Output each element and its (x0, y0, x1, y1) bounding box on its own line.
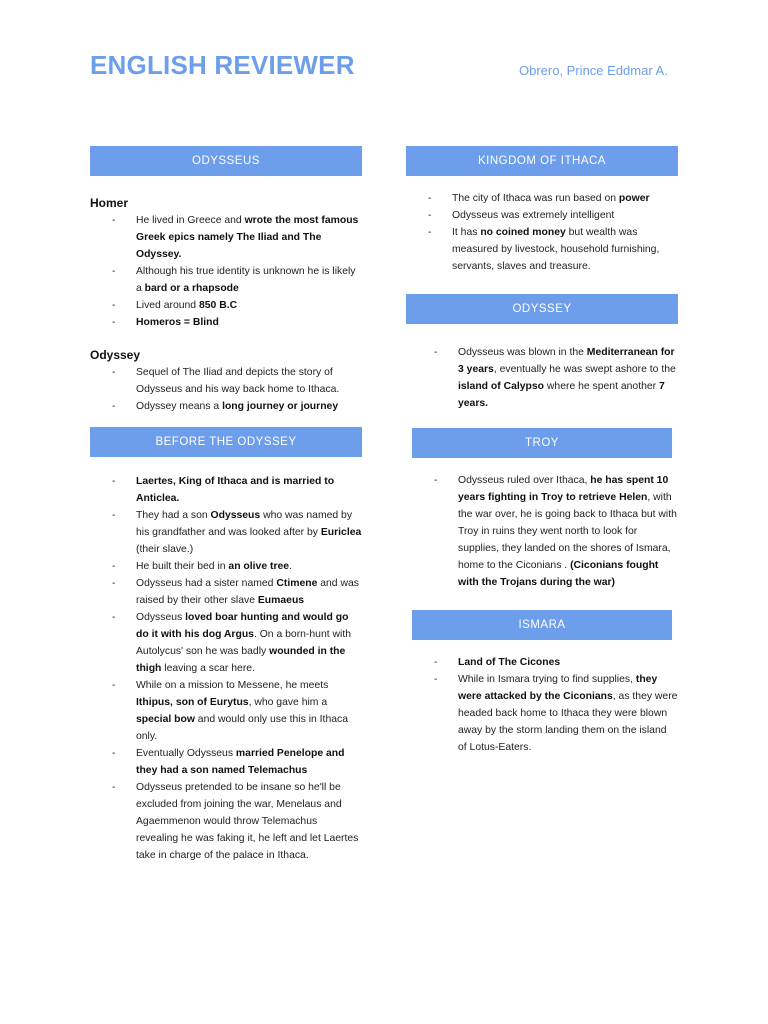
text: but wealth was measured by livestock, household furnishing, servants, slaves and treasure. (452, 227, 660, 272)
text: . On a born-hunt with Autolycus' son he was badly (136, 629, 351, 657)
list-item (90, 575, 362, 609)
list-item (412, 654, 678, 671)
bold-text: he has spent 10 years fighting in Troy to retrieve Helen (458, 475, 669, 503)
text: Odysseus ruled over Ithaca, (458, 475, 591, 486)
text: He built their bed in (136, 561, 229, 572)
ithaca-list (406, 190, 678, 275)
list-item (90, 473, 362, 507)
odyssey-right-list (406, 344, 678, 412)
list-item (412, 344, 678, 412)
text: and would only use this in Ithaca only. (136, 714, 348, 742)
text: Odysseus was blown in the (458, 347, 587, 358)
bold-text: (Ciconians fought with the Trojans during the war) (458, 560, 659, 588)
bold-text: special bow (136, 714, 195, 725)
section-banner-before-the-odyssey: BEFORE THE ODYSSEY (90, 427, 362, 457)
list-item (406, 224, 678, 275)
text: Eventually Odysseus (136, 748, 236, 759)
text: Odysseus had a sister named (136, 578, 277, 589)
text: , as they were headed back home to Ithaca they were blown away by the storm landing them on the island of Lotus-Eaters. (458, 691, 678, 753)
text: Odyssey means a (136, 401, 223, 412)
text: (their slave.) (136, 544, 194, 555)
list-item (90, 507, 362, 558)
bold-text: no coined money (480, 227, 566, 238)
section-banner-odysseus: ODYSSEUS (90, 146, 362, 176)
bold-text: Odysseus (210, 510, 261, 521)
bold-text: wounded in the thigh (136, 646, 346, 674)
text: Although his true identity is unknown he is likely a (136, 266, 356, 294)
bold-text: long journey or journey (222, 401, 339, 412)
author-name: Obrero, Prince Eddmar A. (519, 63, 668, 78)
list-item (90, 609, 362, 677)
list-item (90, 364, 362, 398)
right-column (406, 146, 678, 756)
bold-text: Eumaeus (257, 595, 305, 606)
bold-text: power (618, 193, 650, 204)
bold-text: 7 years. (458, 381, 665, 409)
text: Lived around (136, 300, 199, 311)
bold-text: Ctimene (276, 578, 318, 589)
ismara-list (406, 654, 678, 756)
text: , eventually he was swept ashore to the (493, 364, 676, 375)
section-banner-odyssey: ODYSSEY (406, 294, 678, 324)
list-item (90, 297, 362, 314)
bold-text: Euriclea (320, 527, 362, 538)
bold-text: an olive tree (228, 561, 290, 572)
text: and was raised by their other slave (136, 578, 359, 606)
homer-list (90, 212, 362, 331)
bold-text: 850 B.C (198, 300, 238, 311)
before-odyssey-list (90, 473, 362, 864)
text: where he spent another (544, 381, 659, 392)
list-item (90, 263, 362, 297)
list-item (90, 558, 362, 575)
section-heading-odyssey: Odyssey (90, 348, 141, 362)
bold-text: married Penelope and they had a son named Telemachus (136, 748, 345, 776)
text: . (289, 561, 292, 572)
section-heading-homer: Homer (90, 196, 129, 210)
list-item (406, 207, 678, 224)
text: , with the war over, he is going back to Ithaca but with Troy in ruins they went north to look for supplies, they landed on the shores of Ismara, home to the Ciconians . (458, 492, 677, 571)
bold-text: wrote the most famous Greek epics namely The Iliad and The Odyssey. (136, 215, 359, 260)
text: Odysseus pretended to be insane so he'll be excluded from joining the war, Menelaus and Agaemmenon would throw Telemachus revealing he was faking it, he left and let Laertes take in charge of the palace in Ithaca. (136, 782, 359, 861)
list-item (90, 745, 362, 779)
left-column (90, 146, 362, 864)
section-banner-ismara: ISMARA (412, 610, 672, 640)
text: It has (452, 227, 481, 238)
list-item (406, 190, 678, 207)
list-item (412, 671, 678, 756)
text: He lived in Greece and (136, 215, 245, 226)
list-item (90, 212, 362, 263)
bold-text: they were attacked by the Ciconians (458, 674, 658, 702)
bold-text: Mediterranean for 3 years (458, 347, 675, 375)
text: The city of Ithaca was run based on (452, 193, 619, 204)
bold-text: Land of The Cicones (458, 657, 561, 668)
bold-text: loved boar hunting and would go do it with his dog Argus (136, 612, 349, 640)
list-item (412, 472, 678, 591)
troy-list (406, 472, 678, 591)
text: , who gave him a (248, 697, 328, 708)
text: While on a mission to Messene, he meets (136, 680, 329, 691)
odyssey-list (90, 364, 362, 415)
text: They had a son (136, 510, 211, 521)
bold-text: Homeros = Blind (136, 317, 219, 328)
bold-text: bard or a rhapsode (144, 283, 239, 294)
list-item (90, 398, 362, 415)
text: Sequel of The Iliad and depicts the story of Odysseus and his way back home to Ithaca. (136, 367, 340, 395)
section-banner-troy: TROY (412, 428, 672, 458)
text: leaving a scar here. (161, 663, 255, 674)
list-item (90, 779, 362, 864)
list-item (90, 314, 362, 331)
page-title: ENGLISH REVIEWER (90, 50, 355, 80)
section-banner-kingdom-of-ithaca: KINGDOM OF ITHACA (406, 146, 678, 176)
bold-text: Laertes, King of Ithaca and is married to Anticlea. (136, 476, 335, 504)
text: Odysseus (136, 612, 186, 623)
text: While in Ismara trying to find supplies, (458, 674, 636, 685)
text: who was named by his grandfather and was looked after by (136, 510, 353, 538)
bold-text: Ithipus, son of Eurytus (136, 697, 249, 708)
bold-text: island of Calypso (458, 381, 545, 392)
text: Odysseus was extremely intelligent (452, 210, 615, 221)
list-item (90, 677, 362, 745)
